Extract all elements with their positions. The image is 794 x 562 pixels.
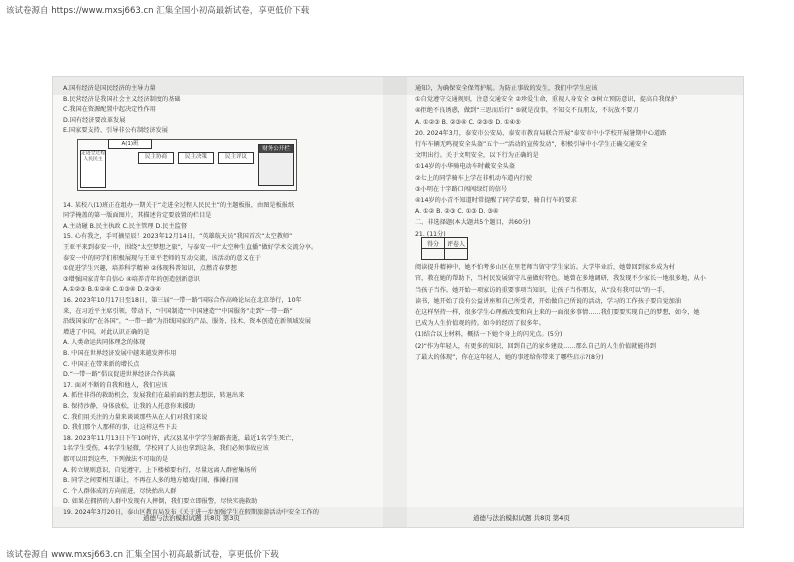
left_page-line: D.“一带一路”倡议促进世界经济合作共赢	[63, 371, 176, 379]
right_page-line: ①14岁的小华骑电动车时戴安全头盔	[415, 163, 516, 171]
right_page-line: ①自觉遵守交通规则，注意交通安全 ②珍爱生命，重视人身安全 ③树立预防意识，提高自我保护	[415, 96, 677, 104]
left_page-line: C. 我们用关注的力量来谈谈那些从在人们对我们来说	[63, 413, 208, 421]
left_page-line: 17. 面对不断的自我和他人，我们应该	[63, 381, 168, 389]
left_page-line: 沿线国家的“在各国”，“一带一路”为沿线国家的产品、服务、技术、资本创造在新领域发展	[63, 318, 311, 326]
left_page-line: A. 抓住非得的救助机会，发展我们在最前面的想去想法，转退出来	[63, 392, 245, 400]
left_page-line: D. 如果在拥挤的人群中发现有人摔倒，我们要立即报警，尽快实施救助	[63, 498, 258, 506]
left_page-line: 18. 2023年11月13日下午10时许，武汉县某中学学生解路丧逝，最近1名学生死亡，	[63, 434, 298, 442]
scanned-sheet	[52, 76, 744, 528]
figure-right-title: 财务公开栏	[259, 145, 293, 153]
figure-cell-1: 民主协商	[138, 152, 174, 164]
left_page-line: 16. 2023年10月17日至18日，第三届“一带一路”国际合作高峰论坛在北京举行，10年	[63, 297, 302, 304]
left_page-line: B. 保持沙静，身体放松，让我的人托意你来援助	[63, 403, 195, 410]
left_page-line: 1名学生受伤，4名学生轻微，学校同了人员也拿到这条，我们必须事故应该	[63, 445, 269, 453]
right_page-line: ④14岁的小青不知道时常提醒了同学看要，骑自行车的要求	[415, 197, 577, 204]
left_page-line: ③增强国家青年自信心 ④培养青年的创造创新意识	[63, 275, 200, 283]
left-footer: 道德与法治模拟试题 共8页 第3页	[143, 514, 240, 522]
right_page-line: A. ①② B. ②③ C. ①③ D. ③④	[415, 208, 499, 216]
grader-cell: 评卷人	[445, 238, 468, 249]
right_page-line: 在这样坚持一样，很多学生心理被改变和向上来的一面很多事情……我们要要实现自己的梦想，如今，她	[415, 309, 700, 316]
figure-cell-3: 民主评议	[218, 152, 254, 164]
right_page-line: 21. (11分)	[415, 230, 446, 238]
left_page-line: C. 个人群体成的方向前进，尽快抬出人群	[63, 487, 177, 495]
right_page-line: 二、非选择题(本大题共5个题目，共60分)	[415, 219, 531, 227]
left_page-line: 15. 心有我之，手可摘星辰！2023年12月14日，“英雄航天员”我国首次“太空教师”	[63, 233, 293, 241]
right_page-line: 官，教在她的帮助下，当村民发展留守儿童做好特色。她曾在多地调研，我发现不少家长一地很多地，从小	[415, 275, 706, 283]
left_page-line: D. 我们那个人那样的事，让这样这些下去	[63, 424, 177, 432]
right_page-line: 阅读提升精神中，她不怕考多山区在里老师当留守学生家访。大学毕业后，她曾回到家乡成为村	[415, 264, 675, 272]
right_page-line: ④拒绝不良诱惑，做到“三思而后行” ⑤就是没事，不知交不良朋友，不玩放不要刀	[415, 107, 639, 115]
left_page-line: B.民营经济是我国社会主义经济制度的基础	[63, 95, 181, 103]
right_page-line: 已成为人生价值观的持。如今的经历了很多年。	[415, 320, 545, 328]
watermark-bottom: 该试卷源自 www.mxsj663.cn 汇集全国小初高最新试卷，享更低价下载	[6, 550, 279, 560]
left_page-line: 增进了中国。对此认识正确的是	[63, 328, 150, 336]
right_page-line: ③小明在十字路口闯闯绿灯的信号	[415, 185, 508, 193]
score-cell: 得分	[422, 238, 445, 249]
left_page-line: 王亚平来到泰安一中，围绕“太空梦想之旅”，与泰安一中“太空种生直播”做好学术交流分享。	[63, 244, 318, 251]
right_page-line: 20. 2024年3月，泰安市公安局、泰安市教育局联合开展“泰安市中小学校开展暑期中心道路	[415, 129, 667, 137]
right_page-line: (2)“作为年轻人，有更多的知识，回到自己的家乡建设……那么自己的人生价值就能得到	[415, 342, 656, 350]
left_page-line: ①促进学生兴趣，培养科学精神 ②体现科普知识，点燃青春梦想	[63, 265, 237, 273]
figure-tab: A(1)班	[108, 139, 152, 149]
right_page-line: 读书，她开始了没有公益讲座和自己所受者，开始做自己所说的活动，学习的工作孩子要自觉加油	[415, 297, 682, 305]
right_page-line: 行车车辆无鸣视安全头盔”五个一“活动的宣传发动”，积极引导中小学生正确交通安全	[415, 141, 648, 148]
right_page-line: 了最大的体现”，你在这年轻人，她的事迹给你带来了哪些启示?(8分)	[415, 353, 604, 361]
left_page-line: A.①②③ B.①②④ C.①③④ D.②③④	[63, 286, 161, 294]
left_page-line: A. 人类命运共同体理念的体现	[63, 339, 146, 347]
figure-right-panel	[258, 144, 294, 186]
left_page-line: 都可以用到这些，下列做法不可取的是	[63, 456, 169, 463]
figure-cell-2: 民主决策	[178, 152, 214, 164]
right_page-line: ②七上的同学骑车上学在非机动车道内行驶	[415, 174, 532, 182]
left_page-line: C. 中国正在带来新的增长点	[63, 360, 140, 368]
left_page-line: B. 同学之间要相互谦让，不再在人多的地方嬉戏打闹，推搡打闹	[63, 477, 239, 485]
left_page-line: A. 转立规则意识，自觉遵守，上下楼梯要右行，尽量远离人群密集场所	[63, 466, 257, 474]
left_page-line: 泰安一中的同学们积极展现与王亚平老师的互动交流，该活动的意义在于	[63, 254, 261, 262]
figure-board	[77, 139, 297, 191]
figure-side-label: 走进全过程人民民主	[80, 150, 106, 188]
right_page-line: 文明出行。关于文明安全，以下行为正确的是	[415, 152, 539, 160]
left_page-line: A.国有经济是国民经济的主导力量	[63, 85, 156, 92]
left_page-line: A.主动碰 B.民主执政 C.民主管理 D.民主监督	[63, 222, 188, 230]
score-table	[421, 237, 468, 260]
left_page-line: D.国有经济要改革发展	[63, 116, 126, 124]
left_page-line: 来，在习近平主席引领，带动下，“中国制造”“中国建造”“中国服务”走到“一带一路”	[63, 307, 293, 315]
left_page-line: 同学掩盖的第一版面图片，其描述肯定要放置的栏目是	[63, 212, 212, 220]
left_page-line: E.国家要支持、引导非公有制经济发展	[63, 127, 168, 135]
right_page-line: 通知》，为确保安全保驾护航。为防止事故的发生，我们中学生应该	[415, 85, 598, 92]
watermark-top: 该试卷源自 https://www.mxsj663.cn 汇集全国小初高最新试卷，享更低价下载	[6, 6, 310, 16]
left_page-line: 19. 2024年3月20日，泰山区教育局发布《关于进一步加强学生在假期旅游活动中安全工作的	[63, 509, 319, 516]
grader-empty	[445, 249, 468, 260]
score-empty	[422, 249, 445, 260]
right_page-line: 当孩子当作。她开始一项家访的重要事项当知识，让孩子当作朋友，从“没有我可以”的一手，	[415, 286, 669, 294]
left_page-line: B. 中国在世界经济发展中越来越发挥作用	[63, 350, 177, 357]
right_page-line: A. ①②③ B. ②③④ C. ②③⑤ D. ①④⑤	[415, 118, 521, 126]
left_page-line: 14. 某校八(1)班正在组办一期关于“走进全过程人民民主”的主题板报，由图是板报纸	[63, 201, 295, 209]
right-footer: 道德与法治模拟试题 共8页 第4页	[473, 514, 570, 522]
left_page-line: C.我国在资源配置中起决定性作用	[63, 106, 156, 114]
right_page-line: (1)结合以上材料，概括一下她个身上的闪光点。(5分)	[415, 331, 563, 339]
